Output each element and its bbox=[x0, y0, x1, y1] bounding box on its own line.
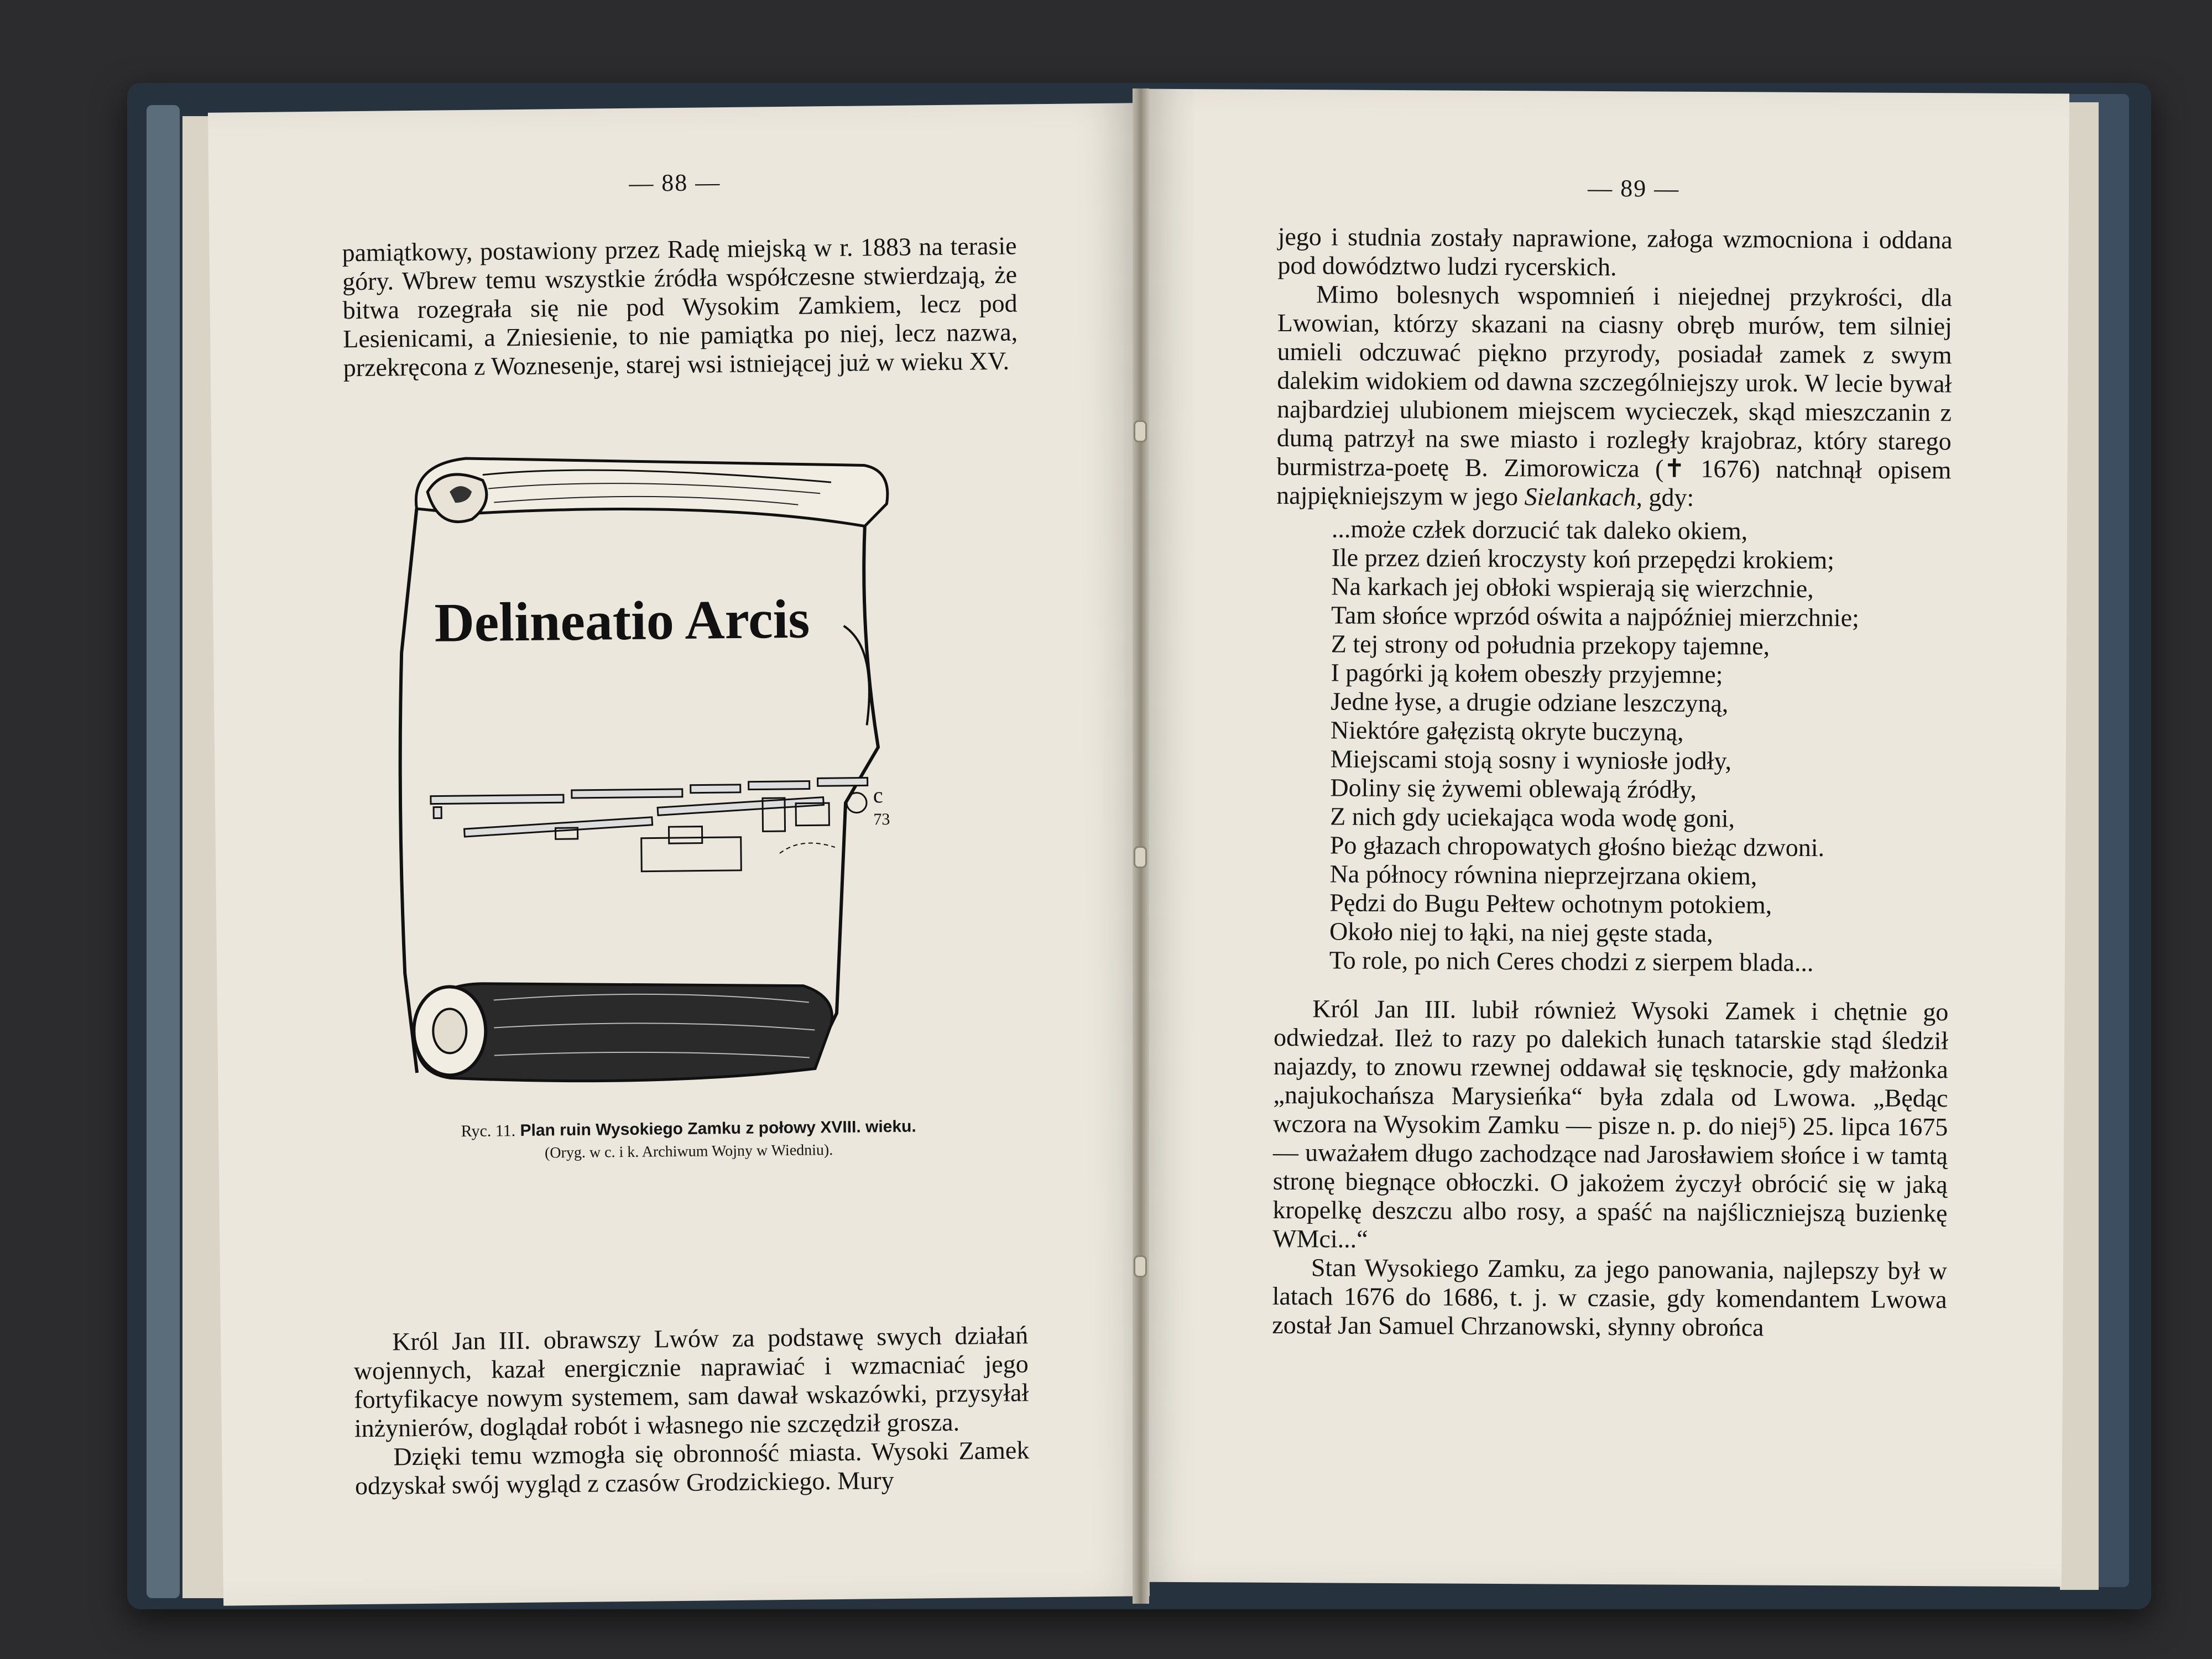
sielankach-italic: Sielankach, bbox=[1524, 482, 1643, 512]
poem-line: Jedne łyse, a drugie odziane leszczyną, bbox=[1331, 687, 1729, 718]
poem-line: Po głazach chropowatych głośno bieżąc dzwoni. bbox=[1329, 831, 1825, 862]
right-text-block bbox=[1272, 222, 1953, 1343]
poem-line: Z nich gdy uciekająca woda wodę goni, bbox=[1330, 802, 1735, 833]
paragraph-mimo-text: Mimo bolesnych wspomnień i niejednej przykrości, dla Lwowian, którzy skazani na ciasny obręb murów, tem silniej umieli odczuwać piękno przyrody, posiadał zamek z swym dalekim widokiem od dawna szczególniejszy urok. W lecie bywał najbardziej ulubionem miejscem wycieczek, skąd mieszczanin z dumą patrzył na swe miasto i rozległy krajobraz, który starego burmistrza-poetę B. Zimorowicza (✝ 1676) natchnął opisem najpiękniejszym w jego bbox=[1276, 280, 1953, 511]
figure-caption bbox=[384, 1117, 993, 1164]
caption-number: Ryc. 11. bbox=[461, 1121, 516, 1141]
poem-line: Tam słońce wprzód oświta a najpóźniej mierzchnie; bbox=[1331, 601, 1860, 632]
scroll-title: Delineatio Arcis bbox=[434, 588, 810, 654]
plan-mark-num: 73 bbox=[873, 810, 890, 829]
poem-line: Doliny się żywemi oblewają źródły, bbox=[1330, 773, 1697, 804]
left-page bbox=[208, 103, 1150, 1605]
poem-line: To role, po nich Ceres chodzi z sierpem blada... bbox=[1329, 946, 1814, 977]
poem-line: Na północy równina nieprzejrzana okiem, bbox=[1329, 859, 1757, 890]
poem-line: Pędzi do Bugu Pełtew ochotnym potokiem, bbox=[1329, 888, 1772, 919]
paragraph-mimo-bolesnych bbox=[1276, 280, 1952, 513]
poem-line: Około niej to łąki, na niej gęste stada, bbox=[1329, 917, 1713, 948]
caption-source: (Oryg. w c. i k. Archiwum Wojny w Wiedniu). bbox=[544, 1141, 833, 1162]
paragraph-krol-jan-lubil: Król Jan III. lubił również Wysoki Zamek i chętnie go odwiedzał. Ileż to razy po dalekich łunach tatarskie stąd śledził najazdy, to znowu rzewnej oddawał się tęsknocie, gdy małżonka „najukochańsza Marysieńka“ była zdala od Lwowa. „Będąc wczora na Wysokim Zamku — pisze n. p. do niej⁵) 25. lipca 1675 — uważałem długo zachodzące nad Jarosławiem słońce i w tamtą stronę biegnące obłoczki. O jakożem życzył obrócić się w jaką kropelkę deszczu albo rosy, a spaść na najśliczniejszą buzienkę WMci...“ bbox=[1272, 994, 1949, 1253]
scroll-plan-illustration bbox=[377, 415, 938, 1183]
poem-line: Na karkach jej obłoki wspierają się wierzchnie, bbox=[1331, 572, 1814, 603]
left-bottom-text bbox=[353, 1321, 1030, 1500]
plan-mark-c: c bbox=[873, 782, 883, 808]
poem-line: Niektóre gałęzistą okryte buczyną, bbox=[1330, 716, 1684, 746]
caption-title: Plan ruin Wysokiego Zamku z połowy XVIII. wieku. bbox=[520, 1117, 916, 1140]
left-top-paragraph bbox=[342, 232, 1018, 383]
poem-line: Miejscami stoją sosny i wyniosłe jodły, bbox=[1330, 744, 1732, 775]
binding-stitch bbox=[1134, 1255, 1147, 1277]
paragraph-continued: pamiątkowy, postawiony przez Radę miejską w r. 1883 na terasie góry. Wbrew temu wszystkie źródła współczesne stwierdzają, że bitwa rozegrała się nie pod Wysokim Zamkiem, lecz pod Lesienicami, a Zniesienie, to nie pamiątka po niej, lecz nazwa, przekręcona z Woznesenje, starej wsi istniejącej już w wieku XV. bbox=[342, 231, 1018, 382]
binding-stitch bbox=[1134, 420, 1147, 442]
poem-quote bbox=[1329, 514, 1951, 978]
poem-line: Ile przez dzień kroczysty koń przepędzi krokiem; bbox=[1331, 543, 1835, 575]
paragraph-mimo-end: gdy: bbox=[1648, 483, 1694, 512]
poem-line: ...może człek dorzucić tak daleko okiem, bbox=[1331, 514, 1748, 545]
paragraph-stan-wysokiego: Stan Wysokiego Zamku, za jego panowania, najlepszy był w latach 1676 do 1686, t. j. w czasie, gdy komendantem Lwowa został Jan Samuel Chrzanowski, słynny obrońca bbox=[1272, 1253, 1948, 1342]
binding-stitch bbox=[1134, 846, 1147, 868]
paragraph-krol-jan: Król Jan III. obrawszy Lwów za podstawę swych działań wojennych, kazał energicznie naprawiać i wzmacniać jego fortyfikacye nowym systemem, sam dawał wskazówki, przysyłał inżynierów, doglądał robót i własnego nie szczędził grosza. bbox=[353, 1321, 1029, 1443]
poem-line: Z tej strony od południa przekopy tajemne, bbox=[1331, 629, 1770, 660]
poem-line: I pagórki ją kołem obeszły przyjemne; bbox=[1331, 658, 1723, 689]
cover-edge-left bbox=[147, 105, 180, 1598]
right-page bbox=[1138, 89, 2069, 1587]
page-number-left: — 88 — bbox=[629, 169, 721, 197]
page-number-right: — 89 — bbox=[1588, 174, 1680, 202]
paragraph-jego-i-studnia: jego i studnia zostały naprawione, załoga wzmocniona i oddana pod dowództwo ludzi rycerskich. bbox=[1277, 222, 1953, 281]
paragraph-dzieki-temu: Dzięki temu wzmogła się obronność miasta. Wysoki Zamek odzyskał swój wygląd z czasów Grodzickiego. Mury bbox=[354, 1436, 1030, 1500]
